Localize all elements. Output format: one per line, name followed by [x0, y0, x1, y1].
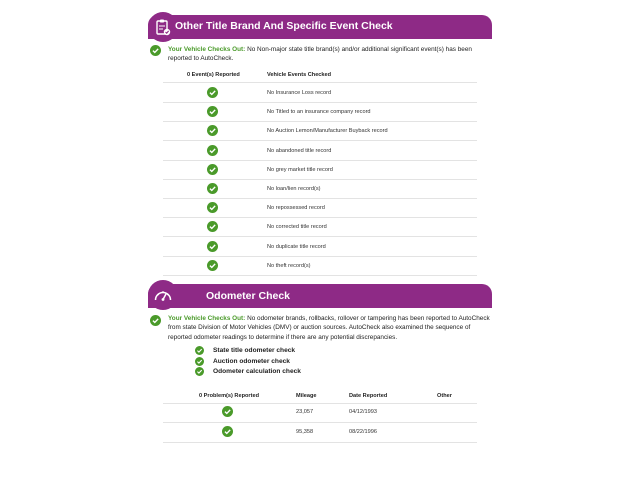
- events-reported-header: 0 Event(s) Reported: [187, 72, 240, 78]
- mileage-header: Mileage: [296, 393, 317, 399]
- row-divider: [163, 217, 477, 218]
- event-check-label: No grey market title record: [267, 166, 333, 173]
- title-brand-section-header: [148, 15, 492, 39]
- event-check-label: No loan/lien record(s): [267, 186, 321, 192]
- check-icon: [150, 315, 161, 326]
- intro-text: No odometer brands, rollbacks, rollover or tampering has been reported to AutoCheck from state Division of Motor Vehicles (DMV) or auction sources. AutoCheck also examined the sequence of reported odometer readings to determine if there are any potential discrepancies.: [168, 315, 490, 341]
- event-check-label: No Insurance Loss record: [267, 90, 332, 96]
- mileage-value: 23,057: [296, 409, 314, 415]
- row-divider: [163, 121, 477, 122]
- section-title: Other Title Brand And Specific Event Check: [175, 20, 393, 32]
- event-check-label: No abandoned title record: [267, 147, 332, 154]
- event-check-label: No repossessed record: [267, 205, 325, 212]
- row-divider: [163, 198, 477, 199]
- row-divider: [163, 256, 477, 257]
- problems-reported-header: 0 Problem(s) Reported: [199, 393, 259, 399]
- checks-out-label: Your Vehicle Checks Out:: [168, 46, 246, 53]
- table-divider: [163, 82, 477, 83]
- date-reported-header: Date Reported: [349, 393, 388, 399]
- clipboard-check-icon: [148, 12, 178, 42]
- check-icon: [207, 183, 218, 194]
- row-divider: [163, 160, 477, 161]
- row-divider: [163, 422, 477, 423]
- table-divider: [163, 403, 477, 404]
- check-icon: [150, 45, 161, 56]
- row-divider: [163, 179, 477, 180]
- odometer-intro: [168, 314, 490, 342]
- date-reported-value: 08/22/1996: [349, 429, 377, 435]
- check-icon: [195, 357, 204, 366]
- check-icon: [207, 125, 218, 136]
- row-divider: [163, 275, 477, 276]
- date-reported-value: 04/12/1993: [349, 409, 377, 415]
- check-icon: [207, 221, 218, 232]
- event-check-label: No Auction Lemon/Manufacturer Buyback record: [267, 128, 388, 135]
- check-icon: [207, 260, 218, 271]
- odometer-check-item: State title odometer check: [213, 347, 296, 354]
- row-divider: [163, 236, 477, 237]
- check-icon: [207, 164, 218, 175]
- row-divider: [163, 442, 477, 443]
- row-divider: [163, 140, 477, 141]
- mileage-value: 95,358: [296, 429, 314, 435]
- section-title: Odometer Check: [206, 290, 291, 302]
- check-icon: [195, 346, 204, 355]
- events-checked-header: Vehicle Events Checked: [267, 72, 332, 78]
- check-icon: [195, 367, 204, 376]
- intro-text: No Non-major state title brand(s) and/or additional significant event(s) has been reported to AutoCheck.: [168, 46, 472, 63]
- odometer-check-item: Odometer calculation check: [213, 368, 301, 375]
- speedometer-icon: [148, 280, 178, 310]
- event-check-label: No theft record(s): [267, 262, 311, 269]
- check-icon: [207, 241, 218, 252]
- check-icon: [207, 145, 218, 156]
- check-icon: [222, 426, 233, 437]
- check-icon: [207, 202, 218, 213]
- checks-out-label: Your Vehicle Checks Out:: [168, 315, 246, 322]
- other-header: Other: [437, 393, 452, 399]
- title-brand-intro: [168, 45, 490, 64]
- check-icon: [207, 106, 218, 117]
- odometer-check-item: Auction odometer check: [213, 357, 290, 365]
- event-check-label: No duplicate title record: [267, 243, 326, 250]
- odometer-section-header: [148, 284, 492, 308]
- check-icon: [222, 406, 233, 417]
- event-check-label: No Titled to an insurance company record: [267, 109, 371, 116]
- check-icon: [207, 87, 218, 98]
- row-divider: [163, 102, 477, 103]
- event-check-label: No corrected title record: [267, 224, 327, 231]
